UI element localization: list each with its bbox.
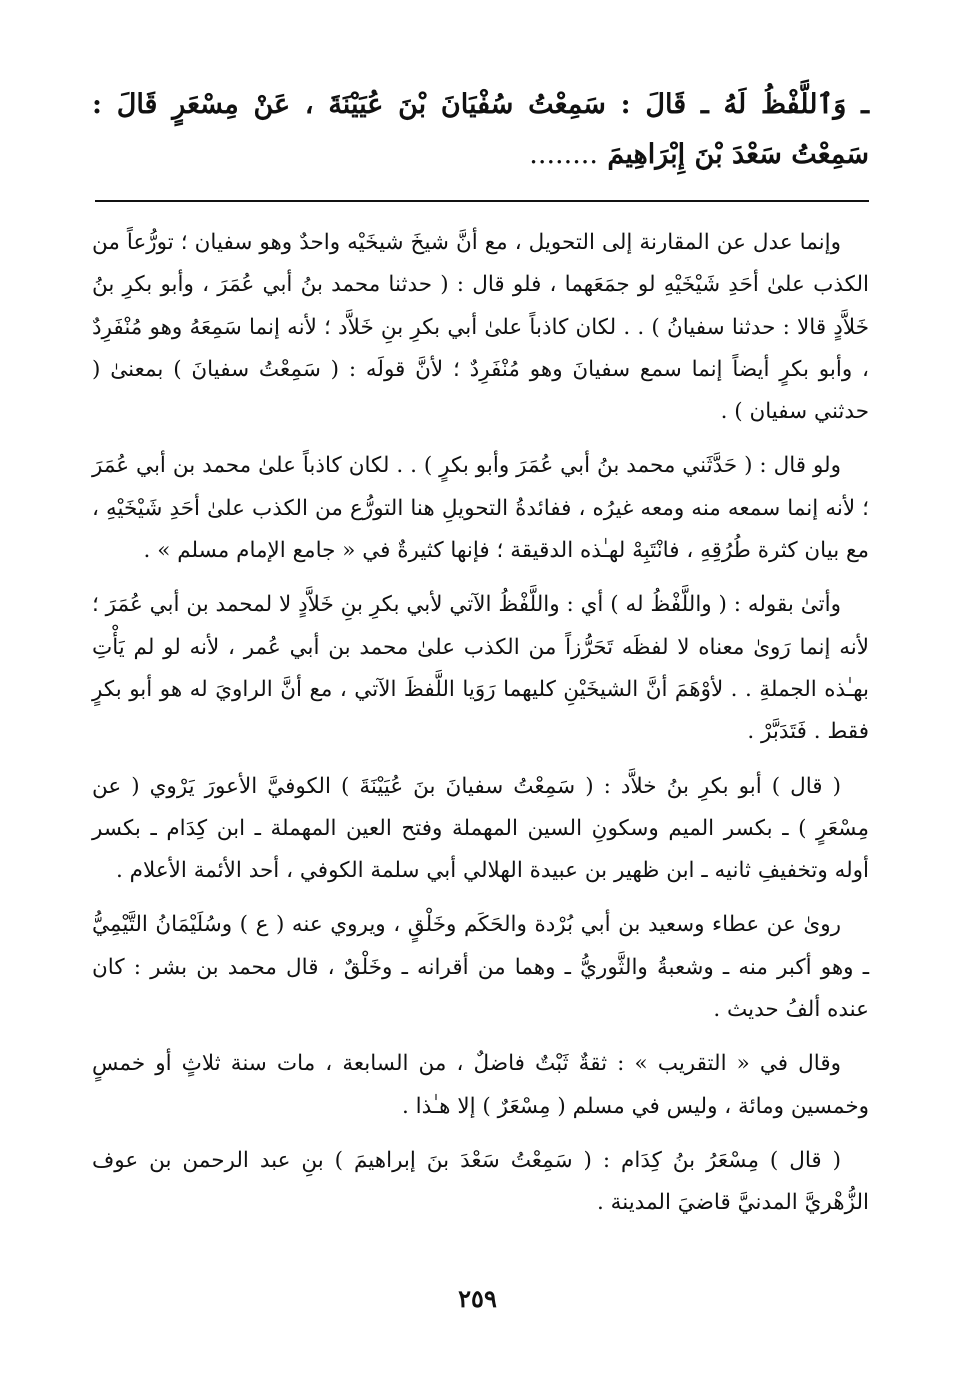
hadith-main-text: ـ وَٱللَّفْظُ لَهُ ـ قَالَ : سَمِعْتُ سُفْيَانَ بْنَ عُيَيْنَةَ ، عَنْ مِسْعَرٍ قَالَ : سَمِعْتُ سَعْدَ بْنَ إِبْرَاهِيمَ [92,89,869,170]
hadith-ellipsis: ........ [529,139,598,170]
commentary-paragraph: ( قال ) مِسْعَرُ بنُ كِدَام : ( سَمِعْتُ سَعْدَ بنَ إبراهيمَ ) بنِ عبد الرحمن بن عوف الزُّهْريَّ المدنيَّ قاضيَ المدينة . [92,1147,869,1216]
commentary [92,222,869,1237]
commentary-paragraph: وأتىٰ بقوله : ( واللَّفْظُ له ) أي : واللَّفْظُ الآتي لأبي بكرِ بنِ خَلاَّدٍ لا لمحمد بن أبي عُمَرَ ؛ لأنه إنما رَوىٰ معناه لا لفظَه تَحَرُّزاً من الكذب علىٰ محمد بن أبي عُمر ، لأنه لو لم يَأْتِ بهـٰذه الجملةِ . . لأوْهَمَ أنَّ الشيخَيْنِ كليهما رَوَيا اللَّفظَ الآتي ، مع أنَّ الراويَ له هو أبو بكرٍ فقط . فَتَدَبَّرْ . [92,592,869,745]
commentary-paragraph: وإنما عدل عن المقارنة إلى التحويل ، مع أنَّ شيخَ شيخَيْه واحدٌ وهو سفيان ؛ تورُّعاً من الكذب علىٰ أحَدِ شَيْخَيْهِ لو جمَعَهما ، فلو قال : ( حدثنا محمد بنُ أبي عُمَرَ ، وأبو بكرِ بنُ خَلاَّدٍ قالا : حدثنا سفيانُ ) . . لكان كاذباً علىٰ أبي بكرِ بنِ خَلاَّد ؛ لأنه إنما سَمِعَهُ وهو مُنْفَرِدٌ ، وأبو بكرٍ أيضاً إنما سمع سفيانَ وهو مُنْفَرِدٌ ؛ لأنَّ قولَه : ( سَمِعْتُ سفيانَ ) بمعنىٰ ( حدثني سفيان ) . [92,230,869,425]
commentary-paragraph: وقال في « التقريب » : ثقةٌ ثَبْتٌ فاضلٌ ، من السابعة ، مات سنة ثلاثٍ أو خمسٍ وخمسين ومائة ، وليس في مسلم ( مِسْعَرٌ ) إلا هـٰذا . [92,1051,869,1119]
commentary-paragraph: روىٰ عن عطاء وسعيد بن أبي بُرْدة والحَكَم وخَلْقٍ ، ويروي عنه ( ع ) وسُلَيْمَانُ التَّيْمِيُّ ـ وهو أكبر منه ـ وشعبةُ والثَّوريُّ ـ وهما من أقرانه ـ وخَلْقٌ ، قال محمد بن بشر : كان عنده ألفُ حديث . [92,912,869,1023]
commentary-paragraph: ولو قال : ( حَدَّثَني محمد بنُ أبي عُمَرَ وأبو بكرٍ ) . . لكان كاذباً علىٰ محمد بن أبي عُمَرَ ؛ لأنه إنما سمعه منه ومعه غيرُه ، ففائدةُ التحويلِ هنا التورُّع من الكذب علىٰ أحَدِ شَيْخَيْهِ ، مع بيان كثرة طُرُقِهِ ، فانْتَبِهْ لهـٰذه الدقيقة ؛ فإنها كثيرةٌ في « جامع الإمام مسلم » . [92,453,869,564]
page-number: ٢٥٩ [458,1284,497,1313]
commentary-paragraph: ( قال ) أبو بكرِ بنُ خلاَّد : ( سَمِعْتُ سفيانَ بنَ عُيَيْنَةَ ) الكوفيَّ الأعورَ يَرْوي ( عن مِسْعَرٍ ) ـ بكسر الميم وسكونِ السين المهملة وفتح العين المهملة ـ ابن كِدَام ـ بكسر أوله وتخفيفِ ثانيه ـ ابن ظهير بن عبيدة الهلالي أبي سلمة الكوفي ، أحد الأئمة الأعلام . [92,773,869,884]
hadith-text [92,80,869,180]
separator-line [95,200,869,202]
